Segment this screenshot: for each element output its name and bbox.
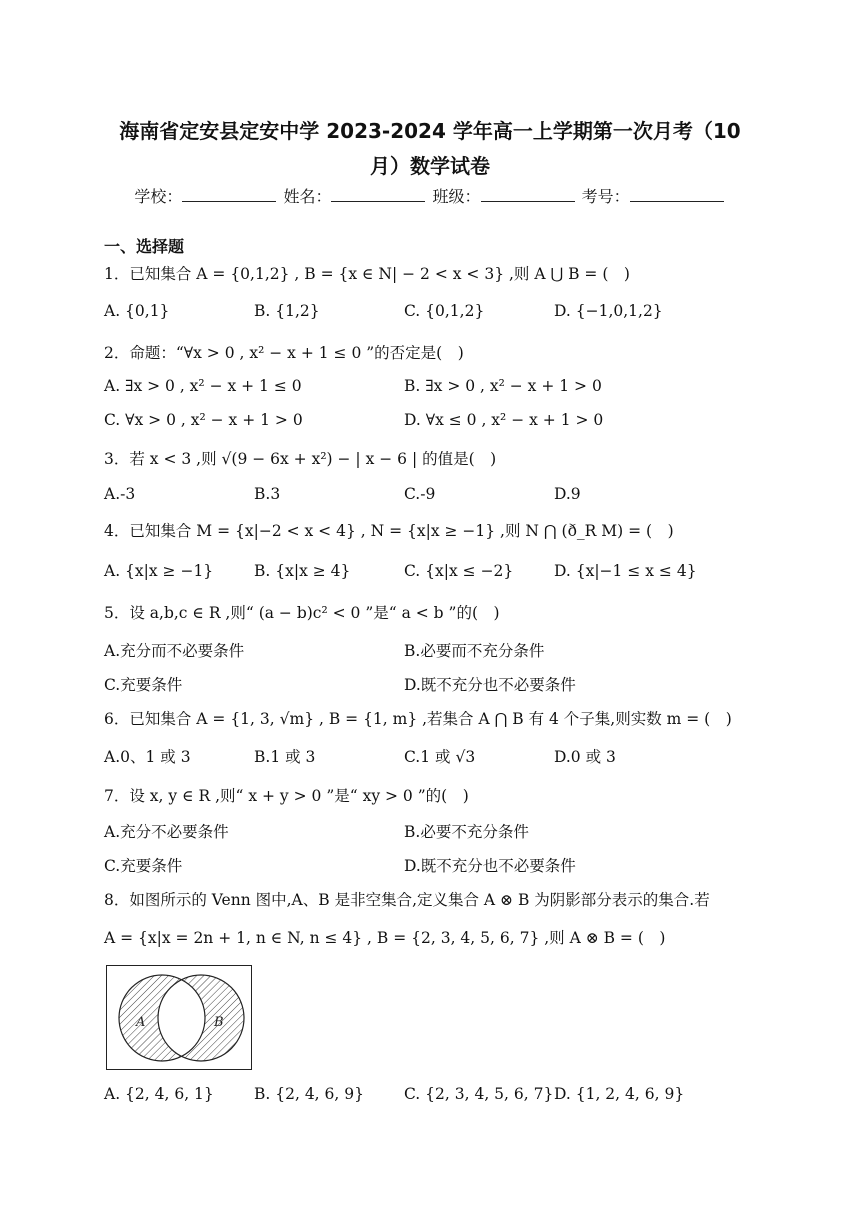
question-7-stem: 7．设 x, y ∈ R ,则“ x + y > 0 ”是“ xy > 0 ”的( ) bbox=[104, 787, 469, 805]
question-5-stem: 5．设 a,b,c ∈ R ,则“ (a − b)c² < 0 ”是“ a < b ”的( ) bbox=[104, 604, 500, 622]
name-label: 姓名： bbox=[283, 187, 332, 206]
venn-diagram-svg bbox=[107, 966, 251, 1069]
section-heading: 一、选择题 bbox=[104, 237, 185, 256]
q6-option-c: C.1 或 √3 bbox=[404, 748, 476, 766]
q4-option-a: A. {x|x ≥ −1} bbox=[104, 562, 214, 580]
venn-label-b: B bbox=[214, 1015, 224, 1030]
class-blank[interactable] bbox=[481, 187, 575, 202]
q1-option-d: D. {−1,0,1,2} bbox=[554, 302, 663, 320]
student-info-row bbox=[0, 184, 860, 207]
q5-option-c: C.充要条件 bbox=[104, 676, 183, 694]
q4-option-c: C. {x|x ≤ −2} bbox=[404, 562, 514, 580]
school-blank[interactable] bbox=[182, 187, 276, 202]
q8-option-d: D. {1, 2, 4, 6, 9} bbox=[554, 1085, 685, 1103]
q4-option-d: D. {x|−1 ≤ x ≤ 4} bbox=[554, 562, 697, 580]
q8-option-a: A. {2, 4, 6, 1} bbox=[104, 1085, 214, 1103]
q2-option-b: B. ∃x > 0 , x² − x + 1 > 0 bbox=[404, 377, 602, 395]
q1-option-c: C. {0,1,2} bbox=[404, 302, 485, 320]
q7-option-b: B.必要不充分条件 bbox=[404, 823, 529, 841]
q7-option-c: C.充要条件 bbox=[104, 857, 183, 875]
q8-option-c: C. {2, 3, 4, 5, 6, 7} bbox=[404, 1085, 554, 1103]
q1-option-b: B. {1,2} bbox=[254, 302, 320, 320]
q4-option-b: B. {x|x ≥ 4} bbox=[254, 562, 351, 580]
exam-title-line2: 月）数学试卷 bbox=[370, 154, 490, 178]
q5-option-a: A.充分而不必要条件 bbox=[104, 642, 245, 660]
venn-diagram bbox=[106, 965, 252, 1070]
q6-option-b: B.1 或 3 bbox=[254, 748, 316, 766]
exam-no-label: 考号： bbox=[581, 187, 630, 206]
q2-option-d: D. ∀x ≤ 0 , x² − x + 1 > 0 bbox=[404, 411, 604, 429]
q5-option-b: B.必要而不充分条件 bbox=[404, 642, 545, 660]
q5-option-d: D.既不充分也不必要条件 bbox=[404, 676, 576, 694]
q3-option-c: C.-9 bbox=[404, 485, 436, 503]
question-1-stem: 1．已知集合 A = {0,1,2} , B = {x ∈ N| − 2 < x < 3} ,则 A ⋃ B = ( ) bbox=[104, 265, 630, 283]
question-6-stem: 6．已知集合 A = {1, 3, √m} , B = {1, m} ,若集合 A ⋂ B 有 4 个子集,则实数 m = ( ) bbox=[104, 710, 732, 728]
q2-option-c: C. ∀x > 0 , x² − x + 1 > 0 bbox=[104, 411, 303, 429]
question-8-stem-line2: A = {x|x = 2n + 1, n ∈ N, n ≤ 4} , B = {2, 3, 4, 5, 6, 7} ,则 A ⊗ B = ( ) bbox=[104, 929, 666, 947]
q6-option-d: D.0 或 3 bbox=[554, 748, 616, 766]
class-label: 班级： bbox=[432, 187, 481, 206]
question-4-stem: 4．已知集合 M = {x|−2 < x < 4} , N = {x|x ≥ −1} ,则 N ⋂ (ð_R M) = ( ) bbox=[104, 522, 674, 540]
question-3-stem: 3．若 x < 3 ,则 √(9 − 6x + x²) − | x − 6 | 的值是( ) bbox=[104, 450, 497, 468]
school-label: 学校： bbox=[134, 187, 183, 206]
exam-no-blank[interactable] bbox=[630, 187, 724, 202]
q3-option-b: B.3 bbox=[254, 485, 281, 503]
exam-title-line1: 海南省定安县定安中学 2023-2024 学年高一上学期第一次月考（10 bbox=[119, 119, 741, 143]
q7-option-a: A.充分不必要条件 bbox=[104, 823, 229, 841]
question-8-stem: 8．如图所示的 Venn 图中,A、B 是非空集合,定义集合 A ⊗ B 为阴影部分表示的集合.若 bbox=[104, 891, 710, 909]
q1-option-a: A. {0,1} bbox=[104, 302, 170, 320]
q8-option-b: B. {2, 4, 6, 9} bbox=[254, 1085, 364, 1103]
question-2-stem: 2．命题：“∀x > 0 , x² − x + 1 ≤ 0 ”的否定是( ) bbox=[104, 344, 464, 362]
q6-option-a: A.0、1 或 3 bbox=[104, 748, 191, 766]
q7-option-d: D.既不充分也不必要条件 bbox=[404, 857, 576, 875]
q2-option-a: A. ∃x > 0 , x² − x + 1 ≤ 0 bbox=[104, 377, 302, 395]
venn-label-a: A bbox=[136, 1015, 146, 1030]
q3-option-d: D.9 bbox=[554, 485, 581, 503]
q3-option-a: A.-3 bbox=[104, 485, 136, 503]
name-blank[interactable] bbox=[331, 187, 425, 202]
